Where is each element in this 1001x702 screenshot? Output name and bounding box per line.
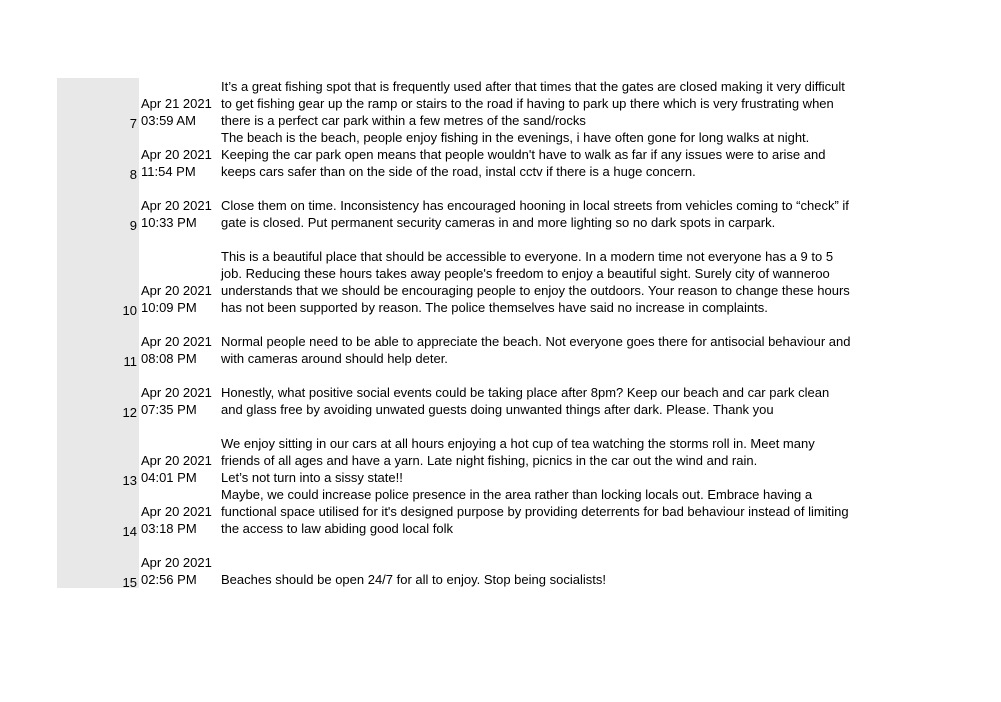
row-number: 7 <box>57 78 139 129</box>
comment-text: We enjoy sitting in our cars at all hours enjoying a hot cup of tea watching the storms roll in. Meet many friends of all ages and have a yarn. Late night fishing, picnics in the car out the wind and rain. Let’s not turn into a sissy state!! <box>221 436 815 485</box>
comment-text: Honestly, what positive social events could be taking place after 8pm? Keep our beach and car park clean and glass free by avoiding unwated guests doing unwanted things after dark. Please. Thank you <box>221 385 830 417</box>
date-cell <box>139 503 221 537</box>
time-text: 10:09 PM <box>141 300 197 315</box>
date-text: Apr 20 2021 <box>141 334 212 349</box>
comment-text: It’s a great fishing spot that is frequently used after that times that the gates are closed making it very difficult to get fishing gear up the ramp or stairs to the road if having to park up there which is very frustrating when there is a perfect car park within a few metres of the sand/rocks <box>221 79 845 128</box>
time-text: 10:33 PM <box>141 215 197 230</box>
comment-text: The beach is the beach, people enjoy fishing in the evenings, i have often gone for long walks at night. Keeping the car park open means that people wouldn't have to walk as far if any issues were to arise and keeps cars safer than on the side of the road, instal cctv if there is a huge concern. <box>221 130 826 179</box>
date-cell <box>139 95 221 129</box>
table-row <box>57 486 877 537</box>
time-text: 11:54 PM <box>141 164 196 179</box>
date-text: Apr 20 2021 <box>141 147 212 162</box>
date-cell <box>139 554 221 588</box>
table-row <box>57 367 877 418</box>
comment-text: Beaches should be open 24/7 for all to enjoy. Stop being socialists! <box>221 572 606 587</box>
comment-text: Normal people need to be able to appreciate the beach. Not everyone goes there for antisocial behaviour and with cameras around should help deter. <box>221 334 851 366</box>
table-row <box>57 537 877 588</box>
date-cell <box>139 452 221 486</box>
date-cell <box>139 197 221 231</box>
table-row <box>57 231 877 316</box>
date-text: Apr 20 2021 <box>141 453 212 468</box>
row-number: 15 <box>57 537 139 588</box>
table-row <box>57 129 877 180</box>
comment-text: This is a beautiful place that should be accessible to everyone. In a modern time not everyone has a 9 to 5 job. Reducing these hours takes away people's freedom to enjoy a beautiful sight. Surely city of wanneroo understands that we should be encouraging people to enjoy the outdoors. Your reason to change these hours has not been supported by reason. The police themselves have said no increase in complaints. <box>221 249 850 315</box>
date-text: Apr 20 2021 <box>141 504 212 519</box>
row-number: 8 <box>57 129 139 180</box>
date-text: Apr 21 2021 <box>141 96 212 111</box>
table-row <box>57 78 877 129</box>
date-cell <box>139 282 221 316</box>
table-row <box>57 316 877 367</box>
time-text: 03:59 AM <box>141 113 196 128</box>
date-cell <box>139 146 221 180</box>
comments-table <box>57 78 877 588</box>
date-cell <box>139 384 221 418</box>
table-row <box>57 180 877 231</box>
time-text: 02:56 PM <box>141 572 197 587</box>
date-text: Apr 20 2021 <box>141 385 212 400</box>
time-text: 07:35 PM <box>141 402 197 417</box>
row-number: 13 <box>57 418 139 486</box>
time-text: 08:08 PM <box>141 351 197 366</box>
comment-text: Maybe, we could increase police presence in the area rather than locking locals out. Embrace having a functional space utilised for it's designed purpose by providing deterrents for bad behaviour instead of limiting the access to law abiding good local folk <box>221 487 849 536</box>
date-text: Apr 20 2021 <box>141 198 212 213</box>
time-text: 04:01 PM <box>141 470 197 485</box>
row-number: 11 <box>57 316 139 367</box>
date-text: Apr 20 2021 <box>141 283 212 298</box>
date-text: Apr 20 2021 <box>141 555 212 570</box>
table-row <box>57 418 877 486</box>
time-text: 03:18 PM <box>141 521 197 536</box>
comment-text: Close them on time. Inconsistency has encouraged hooning in local streets from vehicles coming to “check” if gate is closed. Put permanent security cameras in and more lighting so no dark spots in carpark. <box>221 198 849 230</box>
row-number: 9 <box>57 180 139 231</box>
row-number: 14 <box>57 486 139 537</box>
row-number: 10 <box>57 231 139 316</box>
date-cell <box>139 333 221 367</box>
row-number: 12 <box>57 367 139 418</box>
